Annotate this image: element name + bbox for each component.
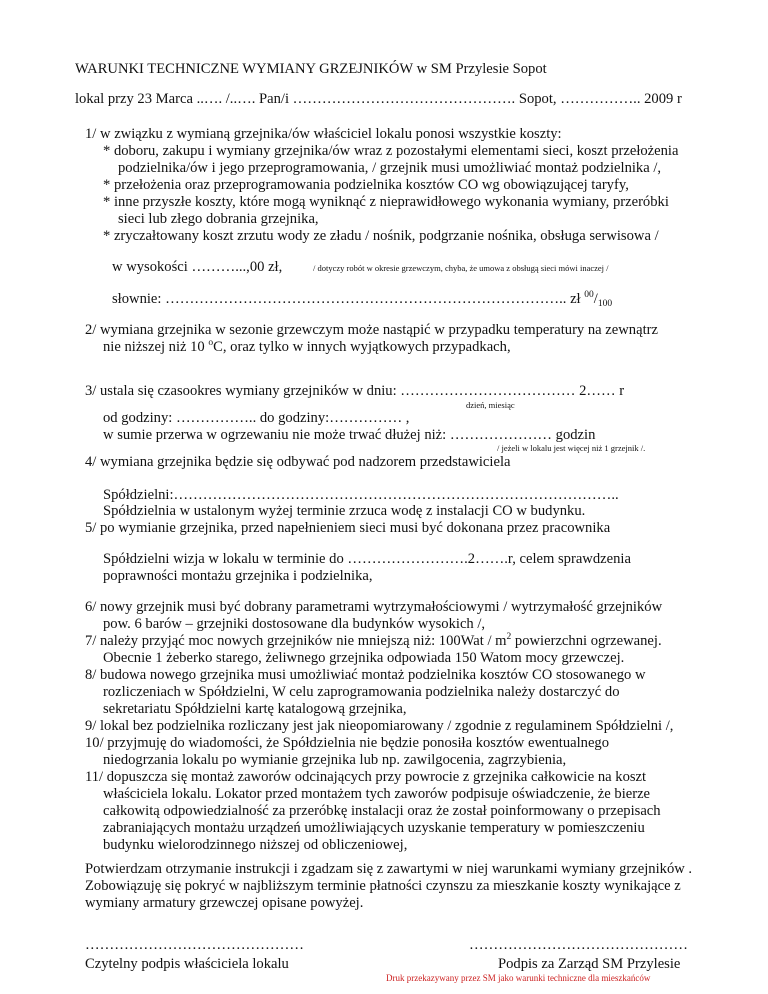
power-text-end: powierzchni ogrzewanej. — [511, 633, 662, 649]
section-10-line: niedogrzania lokalu po wymianie grzejnika lub np. zawilgocenia, zagrzybienia, — [103, 752, 567, 768]
section-1-bullet: * inne przyszłe koszty, które mogą wyniknąć z nieprawidłowego wykonania wymiany, przeróbki — [103, 194, 669, 210]
section-8-line: rozliczeniach w Spółdzielni, W celu zaprogramowania podzielnika należy dostarczyć do — [103, 684, 620, 700]
section-1-intro: 1/ w związku z wymianą grzejnika/ów właściciel lokalu ponosi wszystkie koszty: — [85, 126, 562, 142]
section-1-bullet: * przełożenia oraz przeprogramowania podzielnika kosztów CO wg obowiązującej taryfy, — [103, 177, 629, 193]
section-7-line: Obecnie 1 żeberko starego, żeliwnego grzejnika odpowiada 150 Watom mocy grzewczej. — [103, 650, 625, 666]
section-6-line: pow. 6 barów – grzejniki dostosowane dla budynków wysokich /, — [103, 616, 486, 632]
section-3-line: 3/ ustala się czasookres wymiany grzejników w dniu: ……………………………… 2…… r — [85, 383, 625, 399]
degree-symbol: o — [208, 338, 214, 348]
address-line: lokal przy 23 Marca ..…. /..…. Pan/i ………………………………………. Sopot, …………….. 2009 r — [75, 91, 682, 107]
page-title: WARUNKI TECHNICZNE WYMIANY GRZEJNIKÓW w SM Przylesie Sopot — [75, 61, 547, 77]
amount-label: w wysokości ………...,00 zł, — [112, 259, 283, 275]
temperature-text: nie niższej niż 10 — [103, 339, 205, 355]
section-1-bullet: podzielnika/ów i jego przeprogramowania, / grzejnik musi umożliwiać montaż podzielnika /, — [118, 160, 662, 176]
owner-signature-label: Czytelny podpis właściciela lokalu — [85, 956, 289, 972]
section-5-line: poprawności montażu grzejnika i podzielnika, — [103, 568, 373, 584]
amount-in-words: słownie: ……………………………………………………………………….. zł $^{00}/_{100}$ — [112, 290, 613, 309]
radiators-note: / jeżeli w lokalu jest więcej niż 1 grzejnik /. — [497, 443, 646, 453]
section-5-line: Spółdzielni wizja w lokalu w terminie do …………………….2…….r, celem sprawdzenia — [103, 551, 631, 567]
confirmation-line: wymiany armatury grzewczej opisane powyżej. — [85, 895, 364, 911]
section-10-line: 10/ przyjmuję do wiadomości, że Spółdzielnia nie będzie ponosiła kosztów ewentualnego — [85, 735, 610, 751]
section-11-line: zabraniających montażu urządzeń umożliwiających uzyskanie temperatury w pomieszczeniu — [103, 820, 645, 836]
section-5-line: 5/ po wymianie grzejnika, przed napełnieniem sieci musi być dokonana przez pracownika — [85, 520, 611, 536]
board-signature-label: Podpis za Zarząd SM Przylesie — [498, 956, 681, 972]
temperature-unit-text: C, oraz tylko w innych wyjątkowych przypadkach, — [213, 339, 511, 355]
section-4-line: 4/ wymiana grzejnika będzie się odbywać pod nadzorem przedstawiciela — [85, 454, 511, 470]
section-2-line: 2/ wymiana grzejnika w sezonie grzewczym może nastąpić w przypadku temperatury na zewnątrz — [85, 322, 658, 338]
section-11-line: budynku wielorodzinnego niższej od obliczeniowej, — [103, 837, 408, 853]
section-8-line: sekretariatu Spółdzielni kartę katalogową grzejnika, — [103, 701, 407, 717]
section-4-line: Spółdzielnia w ustalonym wyżej terminie zrzuca wodę z instalacji CO w budynku. — [103, 503, 586, 519]
section-8-line: 8/ budowa nowego grzejnika musi umożliwiać montaż podzielnika kosztów CO stosowanego w — [85, 667, 646, 683]
section-7-line — [85, 633, 662, 650]
section-1-bullet: * doboru, zakupu i wymiany grzejnika/ów wraz z pozostałymi elementami sieci, koszt przełożenia — [103, 143, 679, 159]
section-6-line: 6/ nowy grzejnik musi być dobrany parametrami wytrzymałościowymi / wytrzymałość grzejników — [85, 599, 663, 615]
section-3-line: od godziny: …………….. do godziny:…………… , — [103, 410, 410, 426]
amount-note: / dotyczy robót w okresie grzewczym, chyba, że umowa z obsługą sieci mówi inaczej / — [313, 263, 609, 273]
section-11-line: 11/ dopuszcza się montaż zaworów odcinających przy powrocie z grzejnika całkowicie na koszt — [85, 769, 647, 785]
words-superscript: 00 — [584, 290, 594, 300]
words-label: słownie: ……………………………………………………………………….. zł — [112, 291, 581, 307]
section-1-bullet: * zryczałtowany koszt zrzutu wody ze zładu / nośnik, podgrzanie nośnika, obsługa serwisowa / — [103, 228, 659, 244]
power-text: 7/ należy przyjąć moc nowych grzejników nie mniejszą niż: 100Wat / m — [85, 633, 507, 649]
confirmation-line: Zobowiązuję się pokryć w najbliższym terminie płatności czynszu za mieszkanie koszty wynikające z — [85, 878, 681, 894]
section-4-line: Spółdzielni:……………………………………………………………………………….. — [103, 487, 619, 503]
section-3-line: w sumie przerwa w ogrzewaniu nie może trwać dłużej niż: ………………… godzin — [103, 427, 596, 443]
day-month-note: dzień, miesiąc — [466, 400, 515, 410]
board-signature-line: ……………………………………… — [469, 937, 688, 953]
square-superscript: 2 — [506, 632, 512, 642]
section-2-line — [103, 339, 511, 356]
section-11-line: całkowitą odpowiedzialność za przeróbkę instalacji oraz że został poinformowany o przepisach — [103, 803, 661, 819]
confirmation-line: Potwierdzam otrzymanie instrukcji i zgadzam się z zawartymi w niej warunkami wymiany grzejników . — [85, 861, 693, 877]
section-11-line: właściciela lokalu. Lokator przed montażem tych zaworów podpisuje oświadczenie, że bierze — [103, 786, 651, 802]
footer-note: Druk przekazywany przez SM jako warunki techniczne dla mieszkańców — [386, 973, 651, 983]
section-1-bullet: sieci lub złego dobrania grzejnika, — [118, 211, 319, 227]
owner-signature-line: ……………………………………… — [85, 937, 304, 953]
words-subscript: 100 — [597, 299, 613, 309]
section-9-line: 9/ lokal bez podzielnika rozliczany jest jak nieopomiarowany / zgodnie z regulaminem Spółdzielni /, — [85, 718, 674, 734]
